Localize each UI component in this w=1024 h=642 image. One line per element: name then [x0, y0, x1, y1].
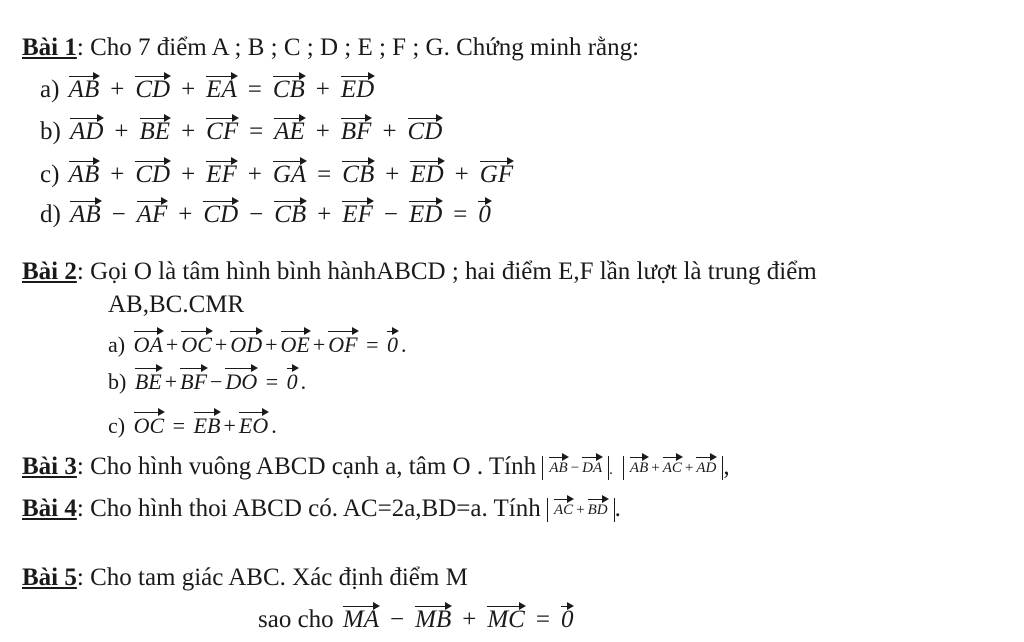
abs-expression: AC + BD: [547, 498, 615, 522]
zero-vector: 0: [386, 330, 399, 360]
vector: DO: [224, 367, 258, 397]
bai2-c-label: c): [108, 413, 126, 438]
bai1-item-b: b) AD + BE + CF = AE + BF + CD: [40, 118, 443, 145]
bai5-text: : Cho tam giác ABC. Xác định điểm M: [76, 564, 468, 591]
zero-vector: 0: [478, 201, 491, 228]
vector: CD: [407, 118, 443, 145]
vector: CD: [135, 161, 171, 188]
bai2-intro: : Gọi O là tâm hình bình hànhABCD ; hai điểm E,F lần lượt là trung điểm: [76, 258, 817, 285]
vector: AB: [629, 456, 649, 480]
vector: CD: [203, 201, 239, 228]
vector: OA: [133, 330, 164, 360]
vector: AC: [553, 498, 574, 522]
vector: AD: [70, 118, 104, 145]
vector: AB: [548, 456, 568, 480]
vector: EO: [238, 411, 269, 441]
bai1-item-d: d) AB − AF + CD − CB + EF − ED = 0: [40, 201, 491, 228]
bai1-d-label: d): [40, 201, 61, 228]
vector: CB: [274, 201, 307, 228]
vector: OD: [229, 330, 263, 360]
bai1-b-label: b): [40, 118, 61, 145]
vector: ED: [408, 201, 443, 228]
vector: DA: [581, 456, 603, 480]
vector: AD: [695, 456, 717, 480]
bai1-item-c: c) AB + CD + EF + GA = CB + ED + GF: [40, 161, 514, 188]
vector: AB: [68, 76, 100, 103]
vector: OE: [280, 330, 311, 360]
bai1-a-label: a): [40, 76, 60, 103]
vector: ED: [410, 161, 444, 188]
vector: AC: [662, 456, 683, 480]
vector: GA: [272, 161, 307, 188]
bai4-text: : Cho hình thoi ABCD có. AC=2a,BD=a. Tính: [76, 495, 541, 522]
vector: CB: [272, 76, 305, 103]
bai2-item-a: a) OA + OC + OD + OE + OF = 0 .: [108, 330, 407, 360]
vector: CD: [135, 76, 171, 103]
bai1-intro: : Cho 7 điểm A ; B ; C ; D ; E ; F ; G. Chứng minh rằng:: [76, 34, 640, 61]
zero-vector: 0: [286, 367, 299, 397]
bai1-title: Bài 1: [22, 34, 77, 61]
vector: EA: [206, 76, 237, 103]
bai4-line: Bài 4: Cho hình thoi ABCD có. AC=2a,BD=a. Tính AC + BD .: [22, 495, 621, 522]
bai4-title: Bài 4: [22, 495, 77, 522]
zero-vector: 0: [560, 606, 574, 633]
bai2-title: Bài 2: [22, 258, 77, 285]
bai3-title: Bài 3: [22, 453, 77, 480]
bai2-item-c: c) OC = EB + EO .: [108, 411, 277, 441]
vector: OC: [180, 330, 213, 360]
bai2-intro-line2: AB,BC.CMR: [108, 291, 245, 318]
vector: AB: [70, 201, 101, 228]
bai3-line: Bài 3: Cho hình vuông ABCD cạnh a, tâm O . Tính AB − DA . AB + AC + AD ,: [22, 453, 730, 480]
vector: AE: [274, 118, 305, 145]
vector: BF: [179, 367, 208, 397]
bai1-heading: [22, 33, 639, 63]
vector: MB: [415, 606, 452, 633]
vector: BF: [340, 118, 372, 145]
vector: EF: [206, 161, 237, 188]
vector: EF: [342, 201, 373, 228]
vector: EB: [193, 411, 222, 441]
vector: MC: [487, 606, 525, 633]
bai1-item-a: a) AB + CD + EA = CB + ED: [40, 76, 375, 103]
vector: OF: [327, 330, 358, 360]
bai5-text2: sao cho: [258, 606, 334, 633]
bai3-text: : Cho hình vuông ABCD cạnh a, tâm O . Tính: [76, 453, 537, 480]
vector: BD: [587, 498, 609, 522]
bai5-title: Bài 5: [22, 564, 77, 591]
vector: AF: [136, 201, 168, 228]
bai2-item-b: b) BE + BF − DO = 0 .: [108, 367, 306, 397]
bai2-heading: [22, 257, 817, 287]
bai5-condition: sao cho MA − MB + MC = 0: [258, 606, 574, 633]
bai2-a-label: a): [108, 332, 126, 357]
vector: MA: [342, 606, 380, 633]
bai2-b-label: b): [108, 369, 127, 394]
abs-expression: AB + AC + AD: [623, 456, 723, 480]
bai1-c-label: c): [40, 161, 60, 188]
vector: AB: [68, 161, 100, 188]
bai5-line: [22, 563, 468, 593]
vector: ED: [340, 76, 375, 103]
vector: GF: [479, 161, 514, 188]
vector: BE: [134, 367, 163, 397]
abs-expression: AB − DA: [542, 456, 609, 480]
vector: CF: [206, 118, 239, 145]
vector: OC: [133, 411, 166, 441]
vector: CB: [342, 161, 375, 188]
vector: BE: [139, 118, 171, 145]
